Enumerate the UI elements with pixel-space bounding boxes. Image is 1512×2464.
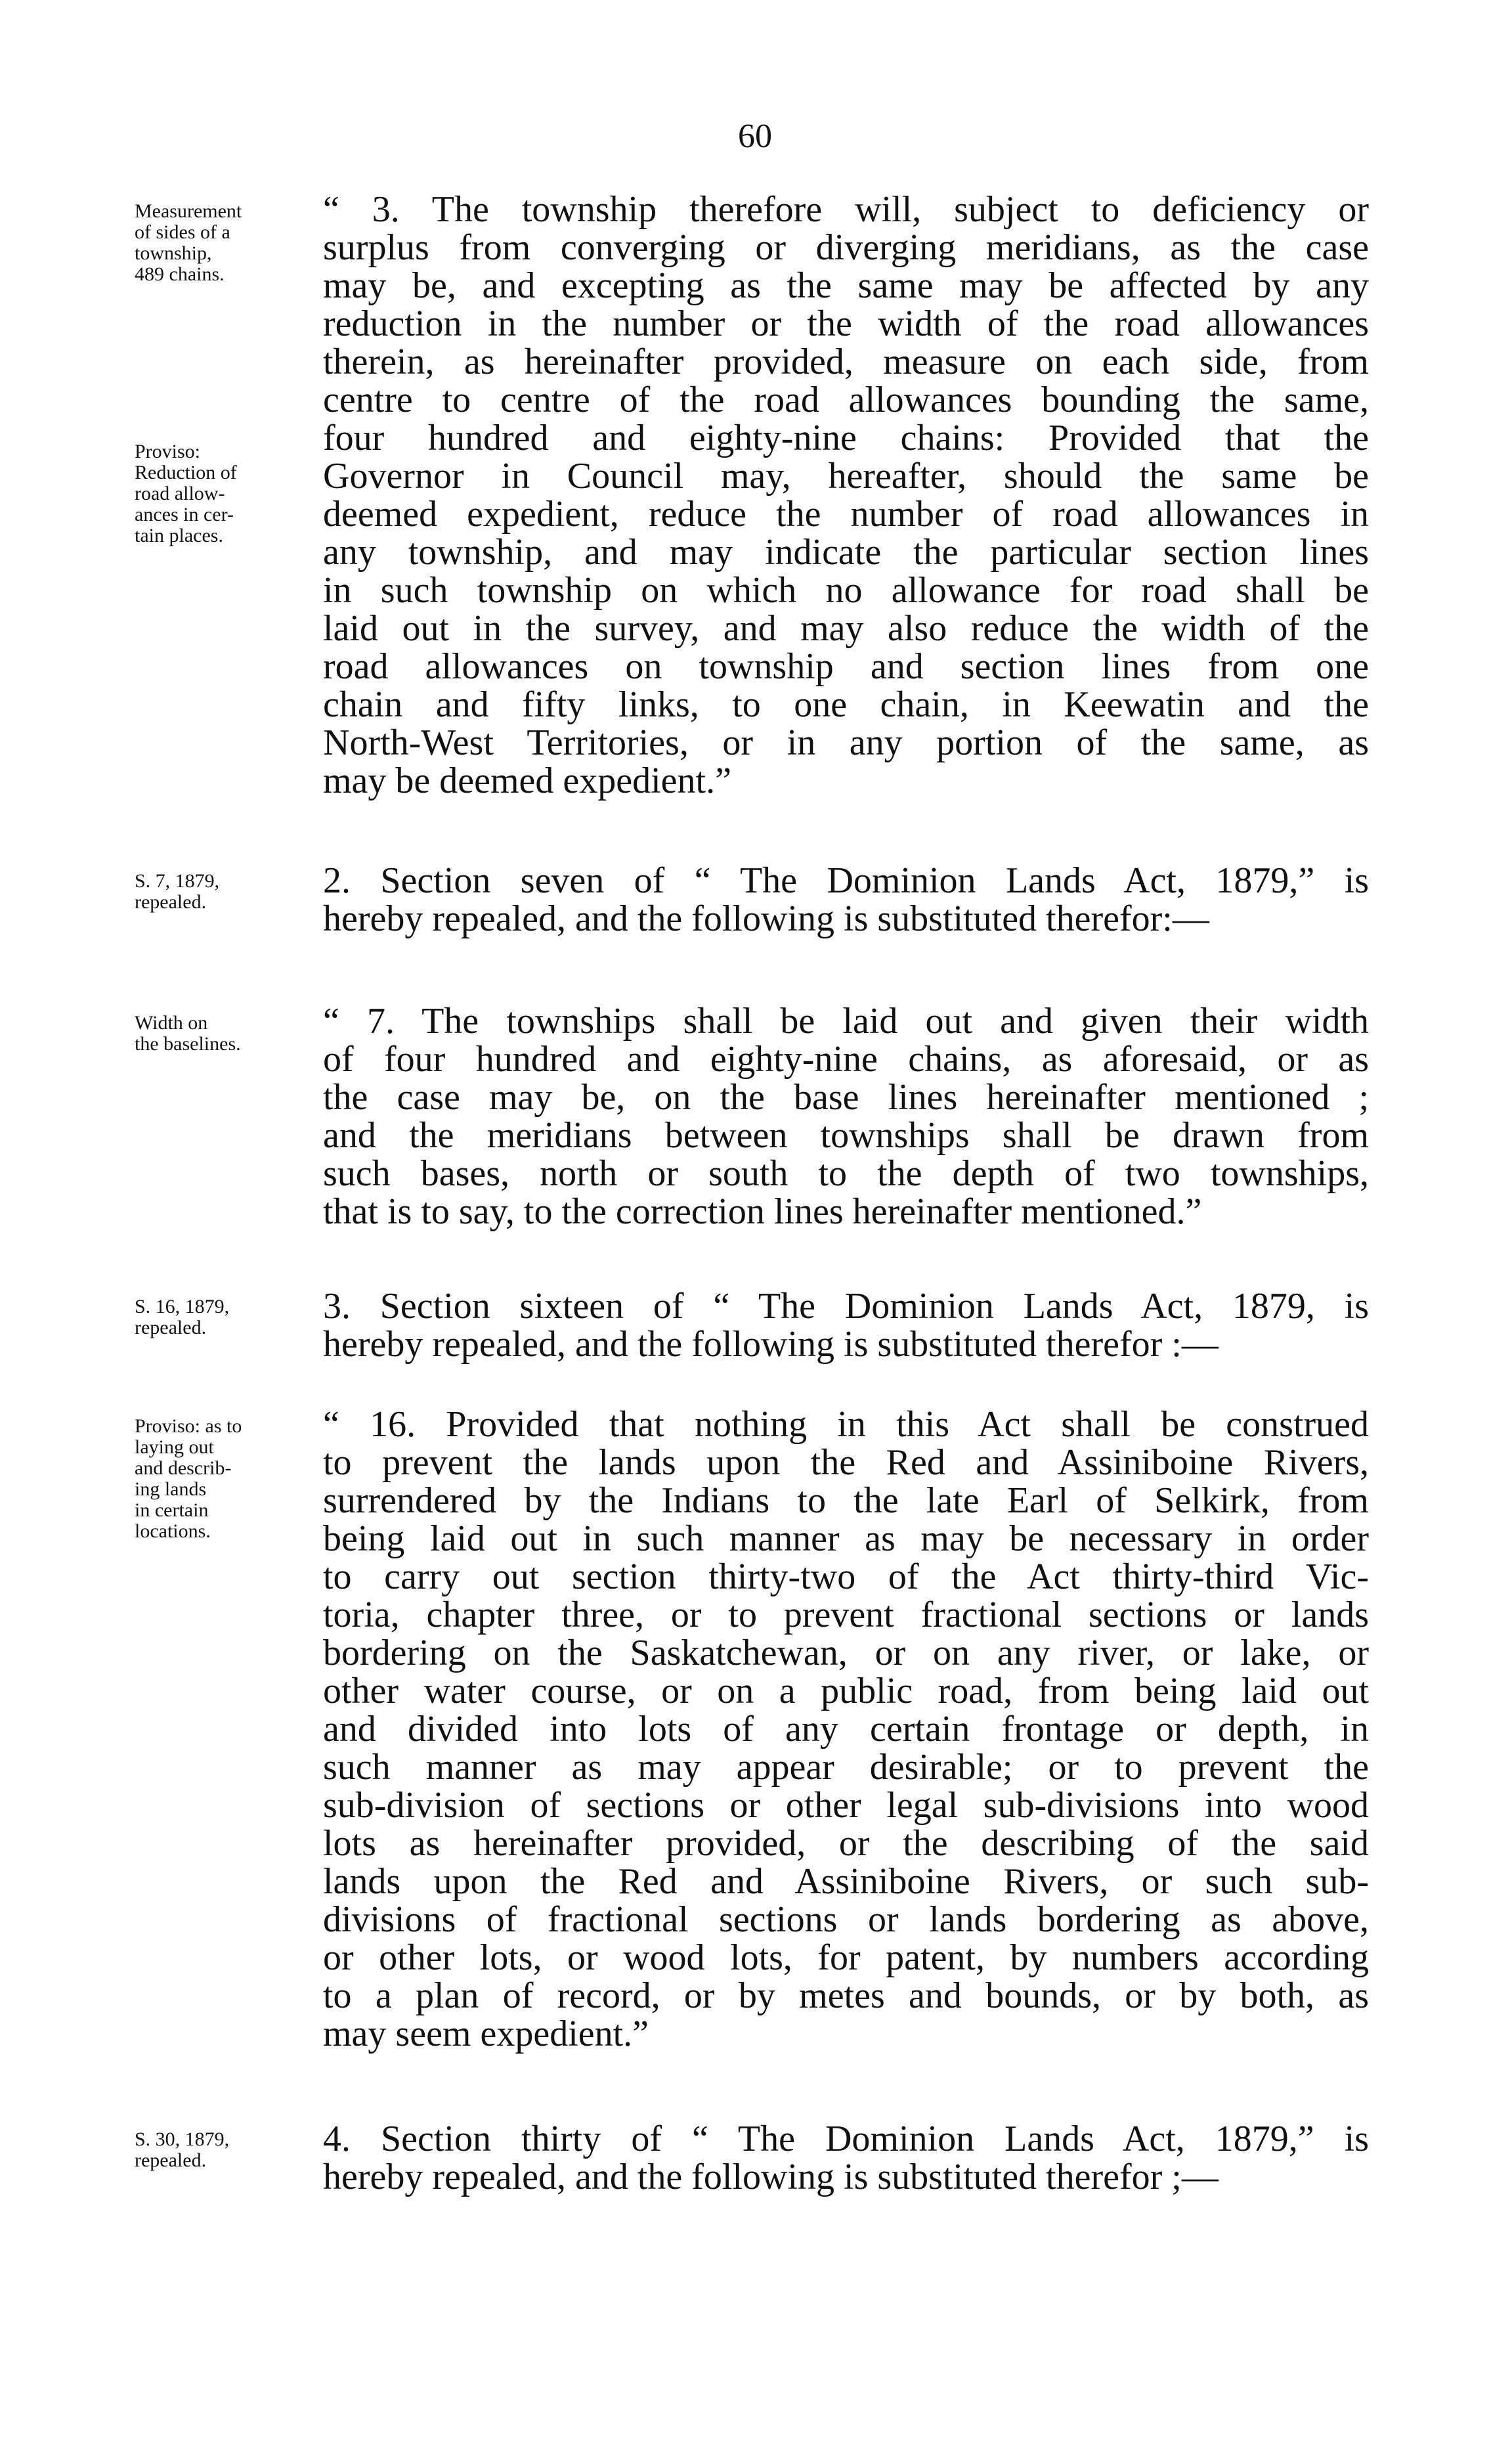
margin-note-line: the baselines. [135,1033,241,1055]
section-text [323,862,1369,938]
margin-note-line: laying out [135,1436,214,1458]
margin-note-line: road allow- [135,483,225,504]
margin-note-line: S. 16, 1879, [135,1296,230,1317]
text-line: lots as hereinafter provided, or the describing of the said [323,1823,1369,1864]
margin-note-line: repealed. [135,2149,207,2171]
text-line: lands upon the Red and Assiniboine Rivers, or such sub- [323,1861,1369,1902]
text-line: chain and fifty links, to one chain, in Keewatin and the [323,684,1369,725]
margin-note-line: Proviso: [135,441,201,462]
margin-note-line: of sides of a [135,221,230,243]
margin-note-line: and describ- [135,1457,232,1479]
text-line: four hundred and eighty-nine chains: Provided that the [323,418,1369,458]
margin-note [135,201,322,285]
text-line: such manner as may appear desirable; or to prevent the [323,1747,1369,1788]
text-line: Governor in Council may, hereafter, should the same be [323,456,1369,496]
margin-note-line: Measurement [135,200,242,222]
page-number: 60 [738,118,772,155]
section-text [323,2120,1369,2196]
margin-note-line: repealed. [135,891,207,913]
margin-note-line: S. 30, 1879, [135,2128,230,2150]
margin-note [135,1013,322,1055]
text-line: laid out in the survey, and may also reduce the width of the [323,608,1369,649]
text-line: surrendered by the Indians to the late Earl of Selkirk, from [323,1480,1369,1521]
section-text [323,1405,1369,2053]
margin-note-line: township, [135,242,212,264]
margin-note [135,1416,322,1542]
text-line: may be, and excepting as the same may be affected by any [323,265,1369,306]
text-line: divisions of fractional sections or lands bordering as above, [323,1899,1369,1940]
text-line: centre to centre of the road allowances bounding the same, [323,380,1369,420]
margin-note [135,441,322,546]
text-line: toria, chapter three, or to prevent fractional sections or lands [323,1595,1369,1635]
text-line: in such township on which no allowance for road shall be [323,570,1369,611]
margin-note [135,2129,322,2171]
text-line: hereby repealed, and the following is substituted therefor ;— [323,2157,1219,2197]
text-line: other water course, or on a public road, from being laid out [323,1671,1369,1711]
text-line: of four hundred and eighty-nine chains, as aforesaid, or as [323,1039,1369,1080]
margin-note-line: ing lands [135,1478,207,1500]
text-line: 4. Section thirty of “ The Dominion Lands Act, 1879,” is [323,2119,1369,2159]
text-line: to a plan of record, or by metes and bounds, or by both, as [323,1975,1369,2016]
text-line: therein, as hereinafter provided, measure on each side, from [323,341,1369,382]
text-line: to prevent the lands upon the Red and Assiniboine Rivers, [323,1442,1369,1483]
text-line: hereby repealed, and the following is substituted therefor:— [323,898,1209,939]
text-line: or other lots, or wood lots, for patent, by numbers according [323,1937,1369,1978]
margin-note-line: repealed. [135,1317,207,1338]
text-line: may seem expedient.” [323,2013,649,2054]
text-line: may be deemed expedient.” [323,760,731,801]
text-line: to carry out section thirty-two of the Act thirty-third Vic- [323,1556,1369,1597]
text-line: “ 7. The townships shall be laid out and given their width [323,1001,1369,1042]
text-line: that is to say, to the correction lines hereinafter mentioned.” [323,1191,1202,1232]
text-line: sub-division of sections or other legal sub-divisions into wood [323,1785,1369,1826]
text-line: surplus from converging or diverging meridians, as the case [323,227,1369,268]
text-line: road allowances on township and section lines from one [323,646,1369,687]
margin-note [135,1296,322,1338]
text-line: North-West Territories, or in any portion of the same, as [323,722,1369,763]
margin-note-line: Reduction of [135,462,237,483]
section-text [323,190,1369,800]
text-line: “ 3. The township therefore will, subject to deficiency or [323,189,1369,230]
margin-note-line: in certain [135,1499,209,1521]
text-line: 2. Section seven of “ The Dominion Lands Act, 1879,” is [323,860,1369,901]
section-text [323,1287,1369,1363]
text-line: hereby repealed, and the following is substituted therefor :— [323,1324,1219,1365]
section-text [323,1002,1369,1231]
text-line: such bases, north or south to the depth of two townships, [323,1153,1369,1194]
margin-note-line: S. 7, 1879, [135,870,220,892]
margin-note-line: locations. [135,1520,211,1542]
margin-note [135,871,322,913]
text-line: any township, and may indicate the particular section lines [323,532,1369,573]
text-line: deemed expedient, reduce the number of road allowances in [323,494,1369,535]
margin-note-line: 489 chains. [135,263,225,285]
margin-note-line: Proviso: as to [135,1415,242,1437]
text-line: being laid out in such manner as may be necessary in order [323,1518,1369,1559]
text-line: bordering on the Saskatchewan, or on any river, or lake, or [323,1633,1369,1673]
text-line: the case may be, on the base lines hereinafter mentioned ; [323,1077,1369,1118]
text-line: “ 16. Provided that nothing in this Act shall be construed [323,1404,1369,1445]
text-line: and the meridians between townships shall be drawn from [323,1115,1369,1156]
text-line: and divided into lots of any certain frontage or depth, in [323,1709,1369,1749]
margin-note-line: tain places. [135,525,223,546]
margin-note-line: Width on [135,1012,208,1034]
margin-note-line: ances in cer- [135,504,234,525]
text-line: reduction in the number or the width of the road allowances [323,303,1369,344]
text-line: 3. Section sixteen of “ The Dominion Lands Act, 1879, is [323,1286,1369,1327]
